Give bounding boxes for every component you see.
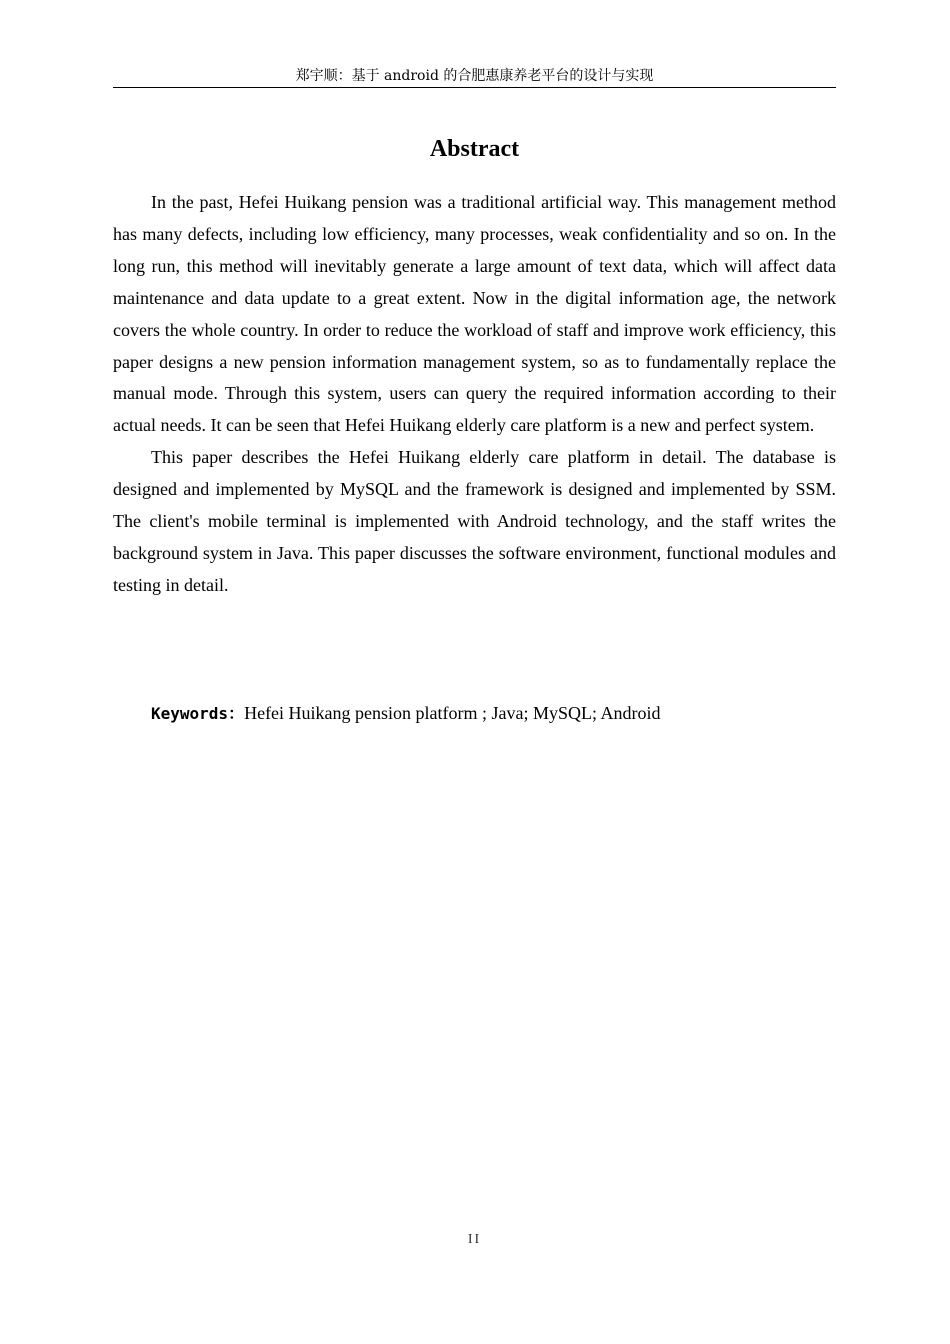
header-divider <box>113 87 836 88</box>
page-title: Abstract <box>429 136 520 162</box>
abstract-body <box>113 187 836 602</box>
keywords-line <box>151 699 836 728</box>
keywords-value: Hefei Huikang pension platform ; Java; MySQL; Android <box>244 703 661 723</box>
abstract-paragraph-2: This paper describes the Hefei Huikang elderly care platform in detail. The database is designed and implemented by MySQL and the framework is designed and implemented by SSM. The client's mobile terminal is implemented with Android technology, and the staff writes the background system in Java. This paper discusses the software environment, functional modules and testing in detail. <box>113 447 836 595</box>
running-header: 郑宇顺：基于 android 的合肥惠康养老平台的设计与实现 <box>295 68 654 84</box>
keywords-label: Keywords： <box>151 704 245 723</box>
page-number: II <box>467 1232 482 1247</box>
abstract-paragraph-1: In the past, Hefei Huikang pension was a traditional artificial way. This management method has many defects, including low efficiency, many processes, weak confidentiality and so on. In the long run, this method will inevitably generate a large amount of text data, which will affect data maintenance and data update to a great extent. Now in the digital information age, the network covers the whole country. In order to reduce the workload of staff and improve work efficiency, this paper designs a new pension information management system, so as to fundamentally replace the manual mode. Through this system, users can query the required information according to their actual needs. It can be seen that Hefei Huikang elderly care platform is a new and perfect system. <box>113 192 836 436</box>
